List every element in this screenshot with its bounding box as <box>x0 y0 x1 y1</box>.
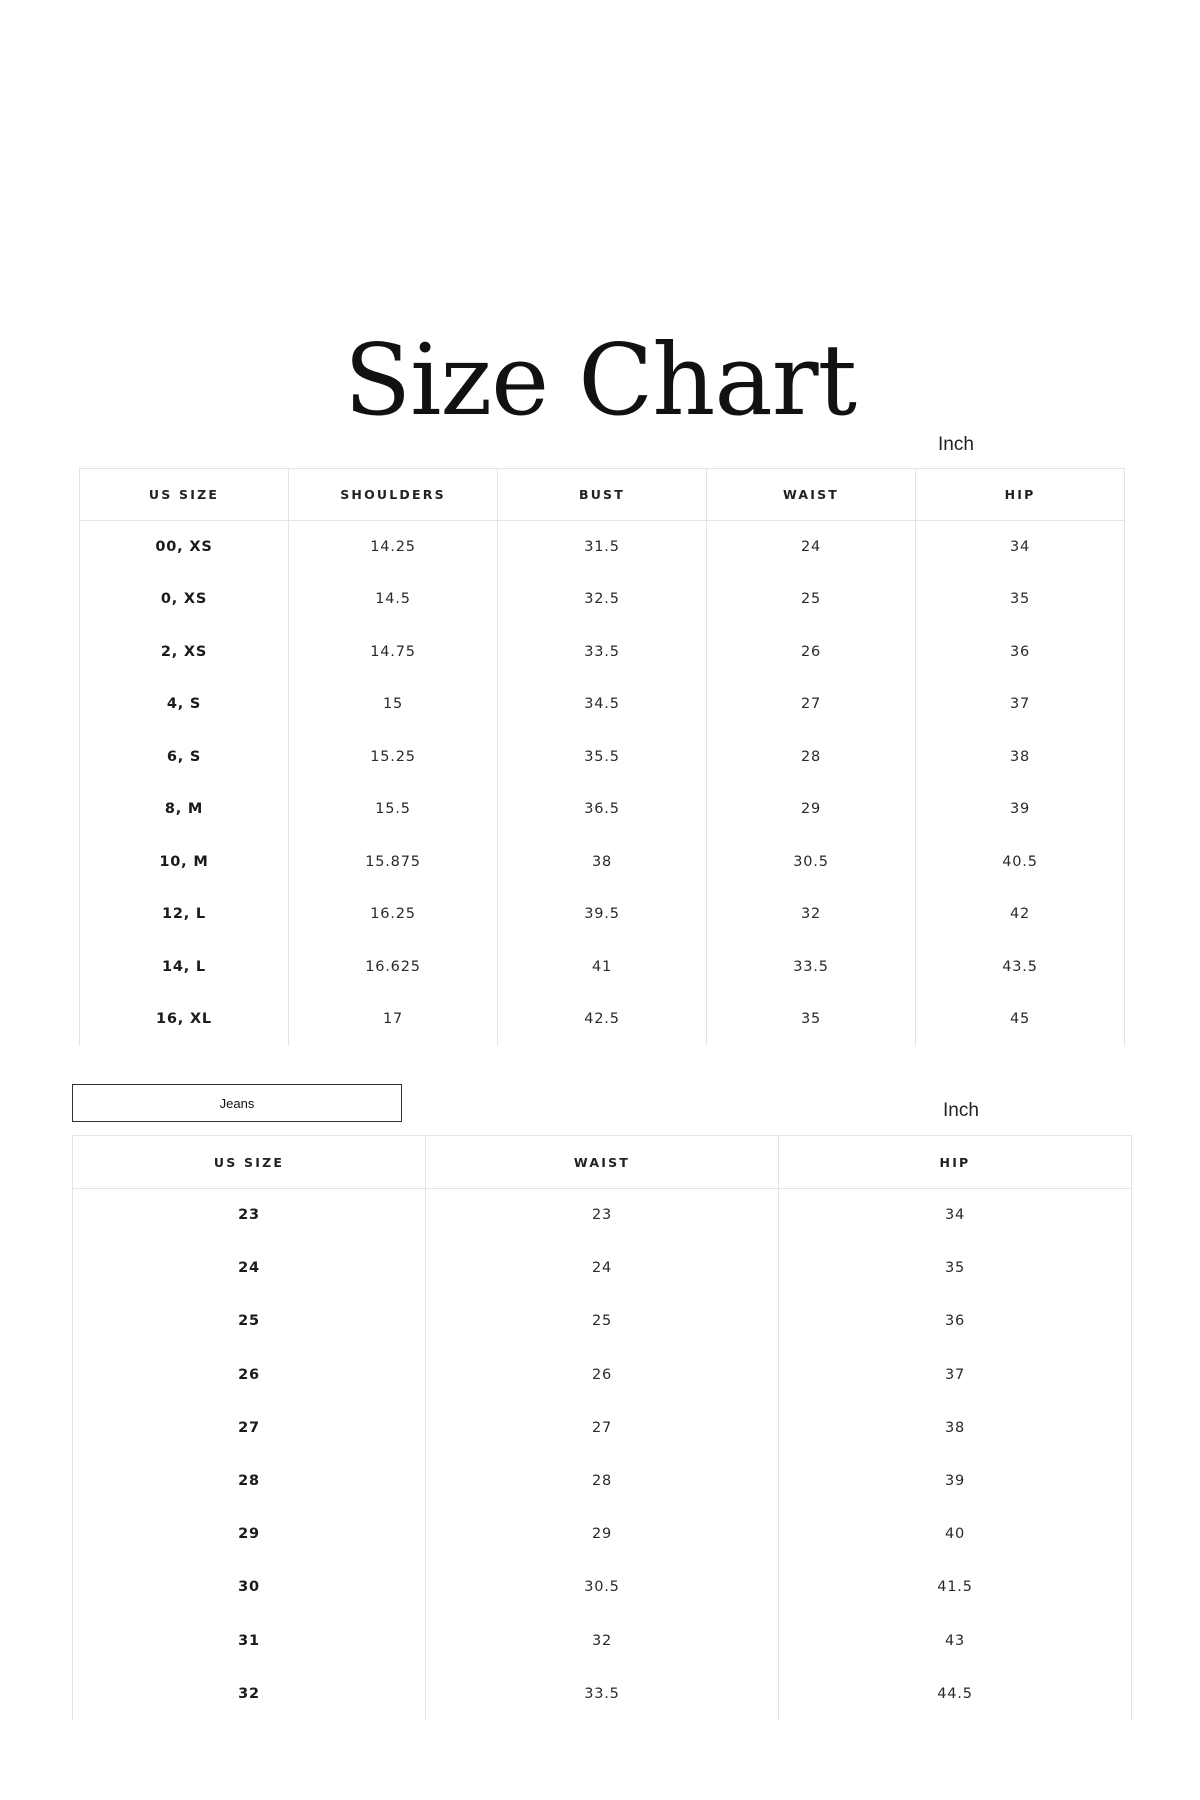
table-row <box>73 1508 1132 1561</box>
page-title: Size Chart <box>343 323 856 438</box>
table-row <box>80 888 1125 941</box>
shoulders-cell: 14.25 <box>289 521 498 574</box>
us-size-cell: 23 <box>73 1189 426 1242</box>
us-size-cell: 4, S <box>80 678 289 731</box>
us-size-cell: 0, XS <box>80 573 289 626</box>
shoulders-cell: 15.875 <box>289 836 498 889</box>
hip-cell: 37 <box>778 1348 1131 1401</box>
table-row <box>73 1561 1132 1614</box>
bust-cell: 39.5 <box>498 888 707 941</box>
shoulders-cell: 15 <box>289 678 498 731</box>
waist-cell: 27 <box>425 1401 778 1454</box>
waist-cell: 24 <box>425 1242 778 1295</box>
bust-cell: 35.5 <box>498 731 707 784</box>
bust-cell: 31.5 <box>498 521 707 574</box>
us-size-cell: 31 <box>73 1614 426 1667</box>
hip-cell: 36 <box>778 1295 1131 1348</box>
table-row <box>73 1667 1132 1720</box>
hip-cell: 38 <box>916 731 1125 784</box>
hip-cell: 35 <box>778 1242 1131 1295</box>
table-row <box>80 836 1125 889</box>
waist-cell: 28 <box>707 731 916 784</box>
us-size-cell: 6, S <box>80 731 289 784</box>
bust-cell: 41 <box>498 941 707 994</box>
header-bust: BUST <box>498 469 707 521</box>
bust-cell: 38 <box>498 836 707 889</box>
bust-cell: 34.5 <box>498 678 707 731</box>
table-row <box>80 521 1125 574</box>
waist-cell: 32 <box>425 1614 778 1667</box>
us-size-cell: 8, M <box>80 783 289 836</box>
waist-cell: 32 <box>707 888 916 941</box>
table-row <box>73 1614 1132 1667</box>
womens-unit-label: Inch <box>938 434 974 455</box>
womens-size-table <box>79 468 1125 1046</box>
us-size-cell: 2, XS <box>80 626 289 679</box>
header-shoulders: SHOULDERS <box>289 469 498 521</box>
header-us-size: US SIZE <box>73 1136 426 1189</box>
shoulders-cell: 14.75 <box>289 626 498 679</box>
waist-cell: 29 <box>707 783 916 836</box>
waist-cell: 26 <box>425 1348 778 1401</box>
us-size-cell: 29 <box>73 1508 426 1561</box>
hip-cell: 34 <box>916 521 1125 574</box>
us-size-cell: 28 <box>73 1454 426 1507</box>
bust-cell: 32.5 <box>498 573 707 626</box>
table-row <box>73 1295 1132 1348</box>
waist-cell: 25 <box>707 573 916 626</box>
womens-header-row <box>80 469 1125 521</box>
jeans-size-table <box>72 1135 1132 1720</box>
table-row <box>80 783 1125 836</box>
header-waist: WAIST <box>425 1136 778 1189</box>
us-size-cell: 16, XL <box>80 993 289 1046</box>
hip-cell: 39 <box>778 1454 1131 1507</box>
waist-cell: 26 <box>707 626 916 679</box>
waist-cell: 30.5 <box>425 1561 778 1614</box>
waist-cell: 28 <box>425 1454 778 1507</box>
hip-cell: 43 <box>778 1614 1131 1667</box>
us-size-cell: 32 <box>73 1667 426 1720</box>
waist-cell: 24 <box>707 521 916 574</box>
shoulders-cell: 14.5 <box>289 573 498 626</box>
hip-cell: 38 <box>778 1401 1131 1454</box>
hip-cell: 36 <box>916 626 1125 679</box>
header-waist: WAIST <box>707 469 916 521</box>
table-row <box>73 1189 1132 1242</box>
shoulders-cell: 15.5 <box>289 783 498 836</box>
header-hip: HIP <box>778 1136 1131 1189</box>
table-row <box>80 678 1125 731</box>
hip-cell: 35 <box>916 573 1125 626</box>
table-row <box>73 1348 1132 1401</box>
table-row <box>73 1454 1132 1507</box>
shoulders-cell: 15.25 <box>289 731 498 784</box>
us-size-cell: 12, L <box>80 888 289 941</box>
hip-cell: 40 <box>778 1508 1131 1561</box>
header-hip: HIP <box>916 469 1125 521</box>
waist-cell: 25 <box>425 1295 778 1348</box>
table-row <box>80 993 1125 1046</box>
us-size-cell: 14, L <box>80 941 289 994</box>
table-row <box>73 1242 1132 1295</box>
us-size-cell: 00, XS <box>80 521 289 574</box>
table-row <box>80 941 1125 994</box>
shoulders-cell: 16.625 <box>289 941 498 994</box>
us-size-cell: 25 <box>73 1295 426 1348</box>
waist-cell: 27 <box>707 678 916 731</box>
jeans-header-row <box>73 1136 1132 1189</box>
table-row <box>73 1401 1132 1454</box>
hip-cell: 45 <box>916 993 1125 1046</box>
header-us-size: US SIZE <box>80 469 289 521</box>
waist-cell: 29 <box>425 1508 778 1561</box>
shoulders-cell: 16.25 <box>289 888 498 941</box>
us-size-cell: 27 <box>73 1401 426 1454</box>
bust-cell: 36.5 <box>498 783 707 836</box>
jeans-tab-button[interactable]: Jeans <box>72 1084 402 1122</box>
hip-cell: 39 <box>916 783 1125 836</box>
us-size-cell: 30 <box>73 1561 426 1614</box>
waist-cell: 23 <box>425 1189 778 1242</box>
waist-cell: 33.5 <box>425 1667 778 1720</box>
us-size-cell: 10, M <box>80 836 289 889</box>
hip-cell: 40.5 <box>916 836 1125 889</box>
us-size-cell: 24 <box>73 1242 426 1295</box>
waist-cell: 35 <box>707 993 916 1046</box>
bust-cell: 33.5 <box>498 626 707 679</box>
waist-cell: 30.5 <box>707 836 916 889</box>
us-size-cell: 26 <box>73 1348 426 1401</box>
hip-cell: 37 <box>916 678 1125 731</box>
jeans-unit-label: Inch <box>943 1100 979 1121</box>
hip-cell: 34 <box>778 1189 1131 1242</box>
hip-cell: 43.5 <box>916 941 1125 994</box>
hip-cell: 42 <box>916 888 1125 941</box>
shoulders-cell: 17 <box>289 993 498 1046</box>
table-row <box>80 573 1125 626</box>
table-row <box>80 731 1125 784</box>
hip-cell: 41.5 <box>778 1561 1131 1614</box>
table-row <box>80 626 1125 679</box>
hip-cell: 44.5 <box>778 1667 1131 1720</box>
bust-cell: 42.5 <box>498 993 707 1046</box>
waist-cell: 33.5 <box>707 941 916 994</box>
